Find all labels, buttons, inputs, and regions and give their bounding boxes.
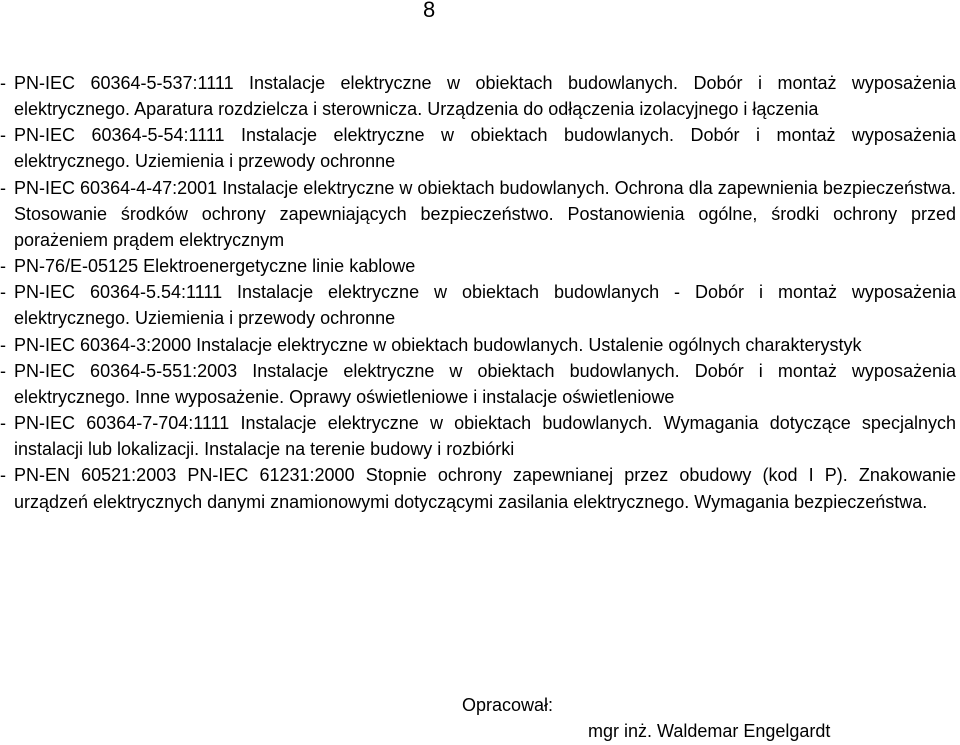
list-dash: - xyxy=(0,73,6,93)
list-dash: - xyxy=(0,360,6,381)
list-item xyxy=(0,358,956,410)
list-item xyxy=(0,70,956,122)
signature-label: Opracował: xyxy=(462,695,554,715)
list-item-text: PN-EN 60521:2003 PN-IEC 61231:2000 Stopnie ochrony zapewnianej przez obudowy (kod I P). Znakowanie urządzeń elektrycznych danymi znamionowymi dotyczącymi zasilania elektrycznego. Wymagania bezpieczeństwa. xyxy=(14,465,956,512)
list-dash: - xyxy=(0,125,6,146)
list-item-text: PN-IEC 60364-5.54:1111 Instalacje elektryczne w obiektach budowlanych - Dobór i montaż wyposażenia elektrycznego. Uziemienia i przewody ochronne xyxy=(14,282,956,329)
list-item-text: PN-76/E-05125 Elektroenergetyczne linie kablowe xyxy=(14,256,416,277)
list-item xyxy=(0,332,956,358)
list-item xyxy=(0,462,956,514)
signature-name: mgr inż. Waldemar Engelgardt xyxy=(588,721,831,741)
list-item xyxy=(0,410,956,462)
list-item-text: PN-IEC 60364-5-551:2003 Instalacje elektryczne w obiektach budowlanych. Dobór i montaż wyposażenia elektrycznego. Inne wyposażenie. Oprawy oświetleniowe i instalacje oświetleniowe xyxy=(14,360,956,407)
list-item-text: PN-IEC 60364-3:2000 Instalacje elektryczne w obiektach budowlanych. Ustalenie ogólnych charakterystyk xyxy=(14,334,862,355)
list-item-text: PN-IEC 60364-4-47:2001 Instalacje elektryczne w obiektach budowlanych. Ochrona dla zapewnienia bezpieczeństwa. Stosowanie środków ochrony zapewniających bezpieczeństwo. Postanowienia ogólne, środki ochrony przed porażeniem prądem elektrycznym xyxy=(14,177,956,250)
list-item xyxy=(0,253,956,279)
list-item xyxy=(0,279,956,331)
list-item-text: PN-IEC 60364-5-54:1111 Instalacje elektryczne w obiektach budowlanych. Dobór i montaż wyposażenia elektrycznego. Uziemienia i przewody ochronne xyxy=(14,125,956,172)
list-dash: - xyxy=(0,465,6,486)
list-dash: - xyxy=(0,282,6,303)
page-number: 8 xyxy=(423,0,436,22)
list-dash: - xyxy=(0,177,6,198)
list-item xyxy=(0,175,956,253)
list-item xyxy=(0,122,956,174)
list-item-text: PN-IEC 60364-7-704:1111 Instalacje elektryczne w obiektach budowlanych. Wymagania dotyczące specjalnych instalacji lub lokalizacji. Instalacje na terenie budowy i rozbiórki xyxy=(14,413,956,460)
standards-list xyxy=(0,70,956,515)
list-dash: - xyxy=(0,413,6,434)
list-dash: - xyxy=(0,256,6,277)
list-item-text: PN-IEC 60364-5-537:1111 Instalacje elektryczne w obiektach budowlanych. Dobór i montaż wyposażenia elektrycznego. Aparatura rozdzielcza i sterownicza. Urządzenia do odłączenia izolacyjnego i łączenia xyxy=(14,73,956,120)
list-dash: - xyxy=(0,334,6,355)
